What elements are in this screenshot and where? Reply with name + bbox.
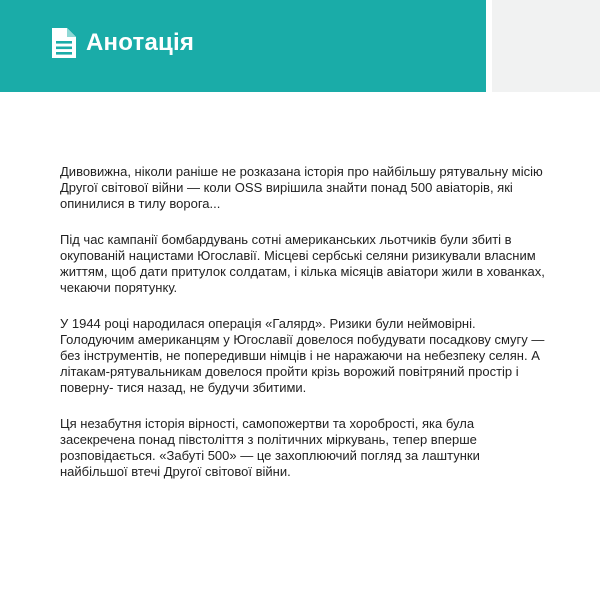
- annotation-body: [60, 164, 550, 500]
- paragraph-3: У 1944 році народилася операція «Галярд». Ризики були неймовірні. Голодуючим американцям у Югославії довелося побудувати посадкову смугу — без інструментів, не попередивши німців і не наражаючи на небезпеку селян. А літакам-рятувальникам довелося пройти крізь ворожий повітряний простір і поверну- тися назад, не будучи збитими.: [60, 316, 545, 395]
- section-header: [52, 26, 194, 60]
- page-title: Анотація: [86, 29, 195, 56]
- paragraph-1: Дивовижна, ніколи раніше не розказана історія про найбільшу рятувальну місію Другої світової війни — коли OSS вирішила знайти понад 500 авіаторів, які опинилися в тилу ворога...: [60, 164, 543, 211]
- paragraph-2: Під час кампанії бомбардувань сотні американських льотчиків були збиті в окупованій нацистами Югославії. Місцеві сербські селяни ризикували власним життям, щоб дати притулок солдатам, і кілька місяців авіатори жили в хованках, чекаючи порятунку.: [60, 232, 545, 295]
- paragraph-4: Ця незабутня історія вірності, самопожертви та хоробрості, яка була засекречена понад півстоліття з політичних міркувань, тепер вперше розповідається. «Забуті 500» — це захоплюючий погляд за лаштунки найбільшої втечі Другої світової війни.: [60, 416, 480, 479]
- document-icon: [52, 28, 76, 58]
- header-side-panel: [492, 0, 600, 92]
